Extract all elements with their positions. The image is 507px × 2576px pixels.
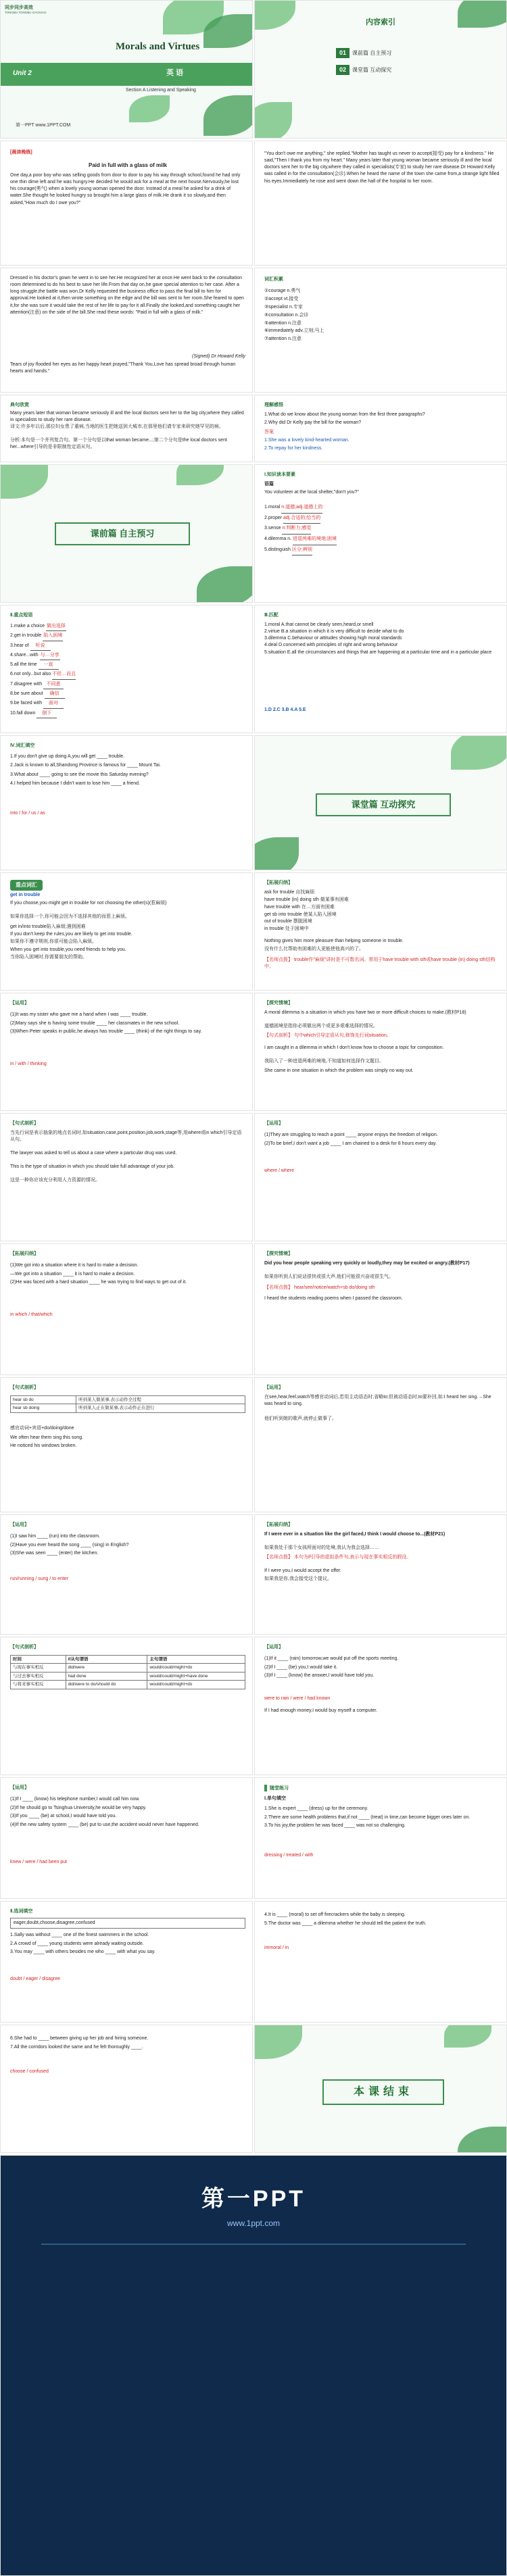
subjunctive-slide [254,1514,507,1635]
sentence-en: Many years later that woman became seriously ill and the local doctors sent her to the big city,where they called in specialists to study her rare disease. [10,411,244,423]
exercise-slide-3 [0,2025,253,2153]
perception-title: 【探究情境】 [264,1252,293,1256]
answer-1: 1.She was a lovely kind-hearted woman. [264,438,349,443]
subjunctive-excn: 如果我是你,我会接受这个提议。 [264,1577,332,1581]
question-2: 2.Why did Dr Kelly pay the bill for the woman? [264,420,362,425]
exercise-answers: dressing / treated / with [264,1853,314,1858]
practice-slide-5 [0,1777,253,1899]
footer-slide [0,2155,507,2576]
practice3-items: (1)I saw him ____ (run) into the classroom. (2)Have you ever heard the song ____ (sing) in English? (3)She was seen ____ (enter) the kitchen. [10,1534,129,1556]
word-choice-slide [0,1901,253,2023]
sentence-slide [0,395,253,462]
subjunctive-p1: If I were ever in a situation like the girl faced,I think I would choose to...(教材P21) [264,1532,445,1537]
conditional-title: 【句式剖析】 [10,1645,39,1650]
reading-slide-2 [254,141,507,266]
hear-slide [0,1377,253,1512]
reading-tag: [晨读晚练] [10,150,32,155]
conditional-table-wrap [10,1655,245,1689]
exercise2-answers: immoral / in [264,1946,289,1950]
perception-ex: I heard the students reading poems when I passed the classroom. [264,1296,403,1301]
structure-ex1: The lawyer was asked to tell us about a case where a particular drug was used. [10,1151,177,1156]
exercise2-items: 4.It is ____ (moral) to set off firecrackers while the baby is sleeping. 5.The doctor was ____ a dilemma whether he should tell the patient the truth. [264,1912,427,1926]
structure-excn: 这是一种你应该充分利用人力资源的情况。 [10,1178,100,1183]
phrases-slide [0,605,253,733]
page-title: Morals and Virtues [116,41,200,52]
expansion-body: Nothing gives him more pleasure than helping someone in trouble. [264,939,404,943]
footer-divider [41,2244,466,2245]
sentence-title: 典句欣赏 [10,403,29,407]
passive-ex: 他们听到她的歌声,就停止做事了。 [264,1416,337,1421]
practice1-title: 【运用】 [10,1001,29,1006]
practice-slide-1 [0,993,253,1111]
exercise-sub: Ⅰ.单句填空 [264,1796,287,1801]
wordchoice-title: Ⅱ.选词填空 [10,1909,33,1914]
index-item-2[interactable]: 02 课堂篇 互动探究 [336,65,391,75]
wordchoice-items: 1.Sally was without ____ one of the finest swimmers in the school. 2.A crowd of ____ young students were already waiting outside. 3.You may ____ with others besides me who ____ with what you say. [10,1933,155,1955]
keyword-title: 重点词汇 [10,880,43,891]
practice2-items: (1)They are struggling to reach a point ____ anyone enjoys the freedom of religion. (2)To be brief,I don't want a job ____ I am chained to a desk for 8 hours every day. [264,1133,438,1146]
knowledge-sub: 语篇 [264,482,274,487]
passive-title: 【运用】 [264,1385,283,1390]
footer-url[interactable]: www.1ppt.com [226,2219,281,2228]
end-title: 本课结束 [322,2079,444,2105]
practice4-p2: If I had enough money,I would buy myself a computer. [264,1708,378,1713]
sentence-cn: 译文:许多年以后,那位妇女患了重病,当地的医生把她送到大城市,在那里他们请专家来研究她罕见的病。 [10,424,224,429]
expansion2-answers: in which / that/which [10,1312,53,1317]
keyword-bullets: get in/into trouble陷入麻烦;遇到困难 If you don't keep the rules,you are likely to get into trouble. 如果你不遵守规则,你很可能会陷入麻烦。 When you get into trouble,you need friends to help you. 当你陷入困境时,你需要朋友的帮助。 [10,924,132,960]
reading-slide-3 [0,268,253,393]
section-banner-class [254,735,507,870]
situation-slide [254,993,507,1111]
subjunctive-ex1: If I were you,I would accept the offer. [264,1568,341,1573]
practice3-answers: run/running / sung / to enter [10,1577,69,1581]
hear-p1: 感官动词+宾语+do/doing/done [10,1426,74,1431]
keyword-p2: 如果你选择一个,你可能会因为不选择其他的而惹上麻烦。 [10,914,130,919]
subjunctive-tip: 【名师点拨】 本句为if引导的虚拟条件句,表示与现在事实相反的假设。 [264,1555,412,1560]
reading-slide-1 [0,141,253,266]
reading-signature: (Signed) Dr Howard Kelly [192,354,245,359]
cover-slide [0,0,253,139]
situation-title: 【探究情境】 [264,1001,293,1006]
index-item-1[interactable]: 01 课前篇 自主预习 [336,48,391,58]
practice-slide-4 [254,1637,507,1775]
matching-title: Ⅲ.匹配 [264,613,279,618]
school-logo: 同步同步高效 [5,5,33,10]
comprehension-title: 理解感悟 [264,403,283,407]
fill-items: 1.If you don't give up doing A,you will get ____ trouble. 2.Jack is known to all,Shandong Province is famous for ____ Mount Tai. 3.What about ____ going to see the movie this Saturday evening? 4.I helped him because I didn't want to lose him ____ a friend. [10,754,161,786]
exercise-title: 随堂练习 [270,1785,289,1791]
structure-slide [0,1113,253,1241]
expansion2-title: 【拓展归纳】 [10,1252,39,1256]
practice4-items: (1)If it ____ (rain) tomorrow,we would put off the sports meeting. (2)If I ____ (be) you,I would take it. (3)If I ____ (know) the answer,I would have told you. [264,1656,399,1679]
fill-slide [0,735,253,870]
expansion-slide [254,872,507,991]
perception-cn: 如果你听到人们说话很快或很大声,他们可能很兴奋或很生气。 [264,1274,393,1279]
hear-title: 【句式剖析】 [10,1385,39,1390]
structure-ex2: This is the type of situation in which you should take full advantage of your job. [10,1164,175,1169]
end-slide [254,2025,507,2153]
wordchoice-answers: doubt / eager / disagree [10,1977,60,1981]
answer-label: 答案 [264,430,274,435]
situation-excn: 我陷入了一种进退两难的境地,不知道如何选择作文题目。 [264,1059,384,1064]
expansion-tip: 【名师点拨】 trouble作"麻烦"讲时是不可数名词。常用于have trouble with sth或have trouble (in) doing sth结构中。 [264,958,496,970]
practice5-answers: knew / were / had been put [10,1860,68,1864]
practice2-title: 【运用】 [264,1121,283,1126]
fill-answers: into / for / us / as [10,811,45,816]
vocab-list: ①courage n.勇气 ②accept vt.接受 ③specialist n.专家 ④consultation n.会诊 ⑤attention n.注意 ⑥immediately adv.立刻;马上 ⑦attention n.注意 [264,289,324,342]
practice4-title: 【运用】 [264,1645,283,1650]
exercise3-items: 6.She had to ____ between giving up her job and hiring someone. 7.All the corridors looked the same and he felt thoroughly ____. [10,2036,149,2050]
matching-items: 1.moral A.that cannot be clearly seen,heard,or smell 2.virtue B.a situation in which it is very difficult to decide what to do 3.dilemma C.behaviour or attitudes showing high moral standards 4.deal D.concerned with principles of right and wrong behaviour 5.situation E.all the circumstances and things that are happening at a particular time and in a particular place [264,622,492,655]
practice5-title: 【运用】 [10,1785,29,1790]
hear-ex1: We often hear them sing this song. [10,1435,84,1440]
row-1 [0,0,507,139]
section-banner-preview [0,464,253,603]
subjunctive-title: 【拓展归纳】 [264,1522,293,1527]
expansion2-items: (1)We got into a situation where it is hard to make a decision. —We got into a situation ____ it is hard to make a decision. (2)He was faced with a hard situation ____ he was trying to find ways to get out of it. [10,1263,187,1285]
reading-heading: Paid in full with a glass of milk [88,162,168,168]
perception-tip: 【名师点拨】 hear/see/notice/watch+sb do/doing sth [264,1285,375,1290]
subjunctive-cn: 如果我处于那个女孩所面对的处境,我认为我会选择…… [264,1545,379,1550]
situation-ex1: I am caught in a dilemma in which I don't know how to choose a topic for composition. [264,1045,444,1050]
matching-slide [254,605,507,733]
situation-p2: 【句式剖析】 句中which引导定语从句,修饰先行词situation。 [264,1033,391,1038]
situation-p3: She came in one situation in which the problem was simply no way out. [264,1068,414,1073]
reading-body-2: "You don't owe me anything," she replied."Mother has taught us never to accept(接受) pay for a kindness." He said,"Then I thank you from my heart." Many years later that young woman became seriously ill and the local doctors sent her to the big city,where they called in specialists(专家) to study her rare disease.Dr Howard Kelly was called in for the consultation(会诊).When he heard the name of the town she came from,a strange light filled his eyes.Immediately he rose and went down the hall of the hospital to her room. [264,151,500,184]
practice5-items: (1)If I ____ (know) his telephone number,I would call him now. (2)If he should go to Tsinghua University,he would be very happy. (3)If you ____ (be) at school,I would have told you. (4)If the new safety system ____ (be) put to use,the accident would never have happened. [10,1797,199,1827]
exercise-slide [254,1777,507,1899]
expansion-cn: 没有什么比帮助有困难的人更能使他高兴的了。 [264,947,364,951]
knowledge-title: Ⅰ.知识读本要素 [264,472,296,477]
conditional-table: 时间 if从句谓语 主句谓语 与现在事实相反 did/were would/could/might+do 与过去事实相反 had done would/could/might+have done 与将来事实相反 did/were to do/should do would/could/might+do [10,1655,245,1689]
keyword-sub: get in trouble [10,893,41,897]
subject: 英 语 [166,69,184,77]
practice2-answers: where / where [264,1168,294,1173]
practice1-answers: in / with / thinking [10,1062,47,1066]
banner-class: 课堂篇 互动探究 [316,793,451,816]
exercise3-answers: choose / confused [10,2069,49,2074]
comprehension-slide [254,395,507,462]
reading-tail: Tears of joy flooded her eyes as her happy heart prayed,"Thank You,Love has spread broad through human hearts and hands." [10,362,236,374]
matching-answer: 1.D 2.C 3.B 4.A 5.E [264,708,306,712]
reading-body-1: One day,a poor boy who was selling goods from door to door to pay his way through school,found he had only one thin dime left and he was hungry.He decided he would ask for a meal at the next house.Nervously,he lost his courage(勇气) when a lovely young woman opened the door. Instead of a meal he asked for a drink of water.She thought he looked hungry so brought him a large glass of milk.He drank it so slowly,and then asked,"How much do I owe you?" [10,173,241,205]
phrases-title: Ⅱ.重点短语 [10,613,33,618]
keyword-slide [0,872,253,991]
sentence-analysis: 分析:本句是一个并列复合句。第一个分句是以that woman became...;第二个分句是the local doctors sent her...where引导的是非限制性定语从句。 [10,438,227,450]
practice4-answers: were to rain / were / had known [264,1696,331,1701]
vocab-slide [254,268,507,393]
knowledge-slide [254,464,507,603]
knowledge-text: You volunteer at the local shelter,"don't you?" [264,490,359,495]
hear-ex2: He noticed his windows broken. [10,1443,77,1448]
index-title: 内容索引 [366,18,395,26]
expansion-list: ask for trouble 自找麻烦 have trouble (in) doing sth 做某事有困难 have trouble with 在…方面有困难 get sb into trouble 使某人陷入困境 out of trouble 摆脱困境 in trouble 处于困境中 [264,890,349,932]
exercise-items: 1.She is expert ____ (dress) up for the ceremony. 2.There are some health problems that,if not ____ (treat) in time,can become bigger ones later on. 3.To his joy,the problem he was faced ____ was not so challenging. [264,1806,470,1829]
site-label: 第一PPT www.1PPT.COM [16,123,71,128]
practice-slide-3 [0,1514,253,1635]
practice1-items: (1)It was my sister who gave me a hand when I was ____ trouble. (2)Mary says she is having some trouble ____ her classmates in the new school. (3)When Peter speaks in public,he always has trouble ____ (think) of the right things to say. [10,1012,202,1035]
section-label: Section A Listening and Speaking [126,88,196,93]
practice3-title: 【运用】 [10,1522,29,1527]
question-1: 1.What do we know about the young woman from the first three paragraphs? [264,412,425,417]
keyword-p1: If you choose,you might get in trouble for not choosing the other(s)(惹麻烦) [10,901,167,906]
hear-table: hear sb do 听到某人做某事,表示动作全过程 hear sb doing 听到某人正在做某事,表示动作正在进行 [10,1395,245,1413]
footer-logo: 第一PPT [201,2186,306,2212]
situation-cn: 道德困境是指你必须做出两个或更多艰难选择的情况。 [264,1024,378,1029]
hear-table-wrap [10,1395,245,1413]
passive-p1: 在see,hear,feel,watch等感官动词后,若用主动语态时,省略to;但被动语态时,to要补回,如:I heard her sing.→She was heard to sing. [264,1395,491,1407]
expansion-slide-2 [0,1243,253,1375]
conditional-table-slide [0,1637,253,1775]
practice-slide-2 [254,1113,507,1241]
phrases-list: 1.make a choice 做出选择 2.get in trouble 陷入困境 3.hear of 听说 4.share...with 与…分享 5.all the time 一直 6.not only...but also 不但…而且 7.disagree with 不同意 8.be sure about 确信 9.be faced with 面对 10.fall down 倒下 [10,622,245,718]
banner-preview: 课前篇 自主预习 [55,522,190,545]
passive-slide [254,1377,507,1512]
answer-2: 2.To repay for her kindness. [264,446,323,451]
expansion-title: 【拓展归纳】 [264,881,293,885]
fill-title: Ⅳ.词汇填空 [10,743,35,748]
structure-title: 【句式剖析】 [10,1121,39,1126]
vocab-title: 词汇积累 [264,277,283,282]
school-subtitle: TONGBU TONGBU GAOXIAO [5,11,47,14]
exercise-slide-2 [254,1901,507,2023]
unit-label: Unit 2 [13,70,32,77]
index-slide [254,0,507,139]
situation-p1: A moral dilemma is a situation in which you have two or more difficult choices to make.(教材P18) [264,1010,466,1015]
wordchoice-box: eager,doubt,choose,disagree,confused [10,1918,245,1929]
title-band [1,63,253,86]
reading-body-3: Dressed in his doctor's gown he went in to see her.He recognized her at once.He went back to the consultation room determined to do his best to save her life.From that day on,he gave special attention to her case. After a long struggle,the battle was won.Dr Kelly requested the business office to pass the final bill to him for approval.He looked at it,then wrote something on the edge and the bill was sent to her room.She feared to open it,for she was sure it would take the rest of her life to pay for it all.Finally she looked,and something caught her attention(注意) on the side of the bill.She read these words: "Paid in full with a glass of milk." [10,276,244,315]
perception-slide [254,1243,507,1375]
knowledge-list: 1.moral n.道德;adj.道德上的 2.proper adj.合适的;恰当的 3.sense n.判断力;感觉 4.dilemma n. 进退两难的境地;困境 5.distinguish 区分;辨别 [264,503,500,555]
structure-p1: 当先行词是表示抽象的地点名词时,如situation,case,point,position,job,work,stage等,用where或in which引导定语从句。 [10,1131,242,1143]
perception-p1: Did you hear people speaking very quickly or loudly,they may be excited or angry.(教材P17) [264,1261,470,1266]
